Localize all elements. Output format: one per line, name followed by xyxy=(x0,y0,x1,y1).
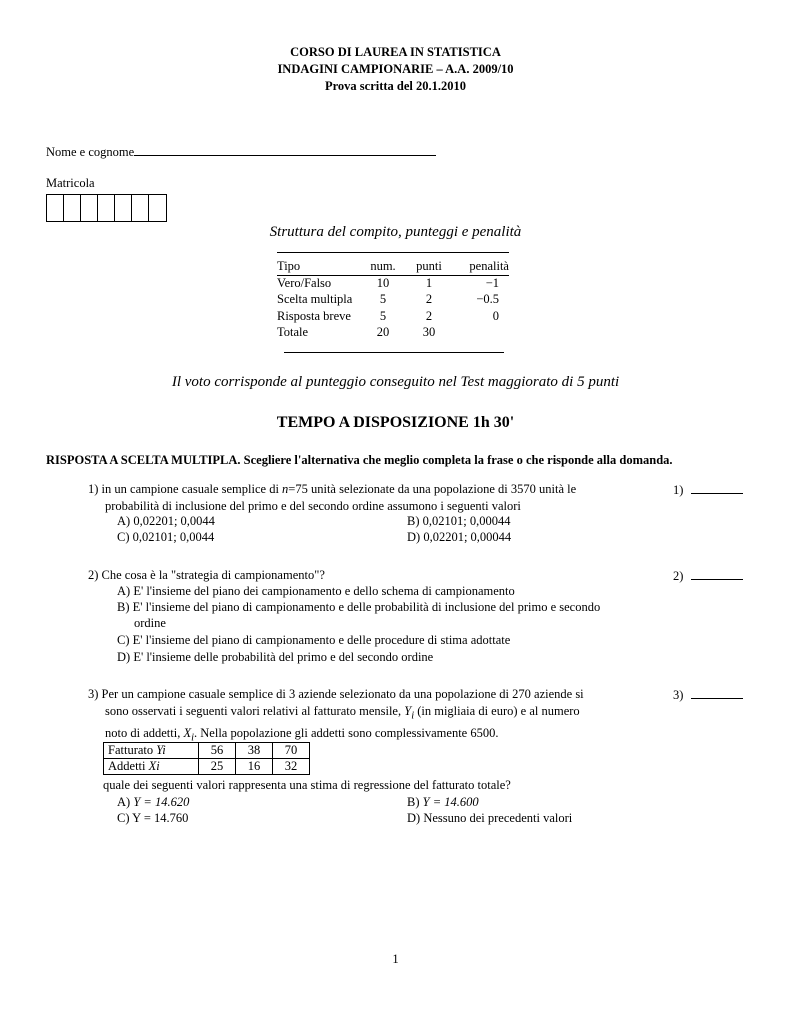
variable-sub: i xyxy=(191,732,195,743)
option-a[interactable]: A) Y = 14.620 xyxy=(117,795,190,809)
option-b-continued: ordine xyxy=(134,616,166,630)
question-2 xyxy=(88,567,658,584)
question-text: (in migliaia di euro) e al numero xyxy=(414,703,580,718)
table-row xyxy=(277,276,509,293)
option-a[interactable]: A) E' l'insieme del piano dei campionamento e dello schema di campionamento xyxy=(117,584,515,598)
header-penalita: penalità xyxy=(455,259,509,276)
structure-title: Struttura del compito, punteggi e penalità xyxy=(269,224,522,240)
time-allowed: TEMPO A DISPOSIZIONE 1h 30' xyxy=(276,414,515,431)
cell-num: 5 xyxy=(379,308,387,323)
question-number: 2) xyxy=(88,568,99,582)
question-text: =75 unità selezionate da una popolazione di 3570 unità le xyxy=(288,482,577,496)
question-text: noto di addetti, xyxy=(105,725,184,740)
answer-slot-1[interactable] xyxy=(673,481,743,498)
matricola-box[interactable] xyxy=(98,195,115,221)
table-row xyxy=(277,309,509,326)
answer-line[interactable] xyxy=(691,567,743,580)
subject-title: INDAGINI CAMPIONARIE – A.A. 2009/10 xyxy=(277,62,514,76)
option-d[interactable]: D) Nessuno dei precedenti valori xyxy=(407,811,573,825)
question-text: Per un campione casuale semplice di 3 aziende selezionato da una popolazione di 270 aziende si xyxy=(101,687,584,701)
question-text: in un campione casuale semplice di xyxy=(101,482,283,496)
table-cell: 16 xyxy=(236,759,273,775)
sample-data-table xyxy=(103,742,310,775)
cell-tipo: Vero/Falso xyxy=(277,275,332,290)
question-3-followup: quale dei seguenti valori rappresenta una stima di regressione del fatturato totale? xyxy=(103,778,511,792)
question-text: sono osservati i seguenti valori relativi al fatturato mensile, xyxy=(105,703,405,718)
cell-tipo: Totale xyxy=(277,325,309,339)
option-b[interactable]: B) E' l'insieme del piano di campionamento e delle probabilità di inclusione del primo e secondo xyxy=(117,600,601,614)
cell-penalita: −0.5 xyxy=(476,292,499,306)
option-b[interactable]: B) Y = 14.600 xyxy=(407,795,479,809)
table-row xyxy=(277,325,509,342)
answer-line[interactable] xyxy=(691,686,743,699)
option-c[interactable]: C) E' l'insieme del piano di campionamento e delle procedure di stima adottate xyxy=(117,633,511,647)
matricola-box[interactable] xyxy=(47,195,64,221)
table-cell: 25 xyxy=(199,759,236,775)
row-label: Addetti Xi xyxy=(104,759,199,775)
option-d[interactable]: D) 0,02201; 0,00044 xyxy=(407,530,512,544)
table-row xyxy=(104,743,310,759)
page-number: 1 xyxy=(392,952,399,966)
variable-y: Y xyxy=(404,703,412,718)
option-c[interactable]: C) 0,02101; 0,0044 xyxy=(117,530,215,544)
cell-punti: 1 xyxy=(425,275,433,290)
exam-header xyxy=(0,44,791,95)
question-1 xyxy=(88,481,658,514)
exam-date: Prova scritta del 20.1.2010 xyxy=(324,79,467,93)
answer-line[interactable] xyxy=(691,481,743,494)
table-bottom-rule xyxy=(284,352,504,353)
table-cell: 56 xyxy=(199,743,236,759)
course-title: CORSO DI LAUREA IN STATISTICA xyxy=(290,45,501,59)
answer-label: 3) xyxy=(673,688,684,702)
question-text: Che cosa è la "strategia di campionamento"? xyxy=(101,568,325,582)
matricola-box[interactable] xyxy=(115,195,132,221)
header-punti: punti xyxy=(403,259,455,276)
option-a[interactable]: A) 0,02201; 0,0044 xyxy=(117,514,215,528)
matricola-boxes[interactable] xyxy=(46,194,167,222)
question-number: 3) xyxy=(88,687,99,701)
matricola-box[interactable] xyxy=(149,195,166,221)
cell-num: 10 xyxy=(376,275,390,290)
table-cell: 38 xyxy=(236,743,273,759)
matricola-box[interactable] xyxy=(132,195,149,221)
cell-num: 20 xyxy=(376,325,390,339)
option-d[interactable]: D) E' l'insieme delle probabilità del primo e del secondo ordine xyxy=(117,650,434,664)
matricola-box[interactable] xyxy=(64,195,81,221)
matricola-label: Matricola xyxy=(46,176,95,190)
cell-penalita xyxy=(455,325,509,342)
question-var-n: n xyxy=(282,482,289,496)
cell-penalita: 0 xyxy=(492,308,499,323)
header-tipo: Tipo xyxy=(277,259,363,276)
score-table xyxy=(277,252,509,342)
question-number: 1) xyxy=(88,482,99,496)
cell-penalita: −1 xyxy=(485,275,499,290)
cell-punti: 2 xyxy=(425,292,433,306)
question-text: . Nella popolazione gli addetti sono complessivamente 6500. xyxy=(194,725,499,740)
table-row xyxy=(277,292,509,309)
name-label: Nome e cognome xyxy=(46,145,135,159)
table-cell: 70 xyxy=(273,743,310,759)
answer-slot-3[interactable] xyxy=(673,686,743,703)
answer-label: 2) xyxy=(673,569,684,583)
option-b[interactable]: B) 0,02101; 0,00044 xyxy=(407,514,511,528)
cell-punti: 30 xyxy=(422,325,436,339)
table-row xyxy=(104,759,310,775)
answer-label: 1) xyxy=(673,483,684,497)
table-cell: 32 xyxy=(273,759,310,775)
option-c[interactable]: C) Y = 14.760 xyxy=(117,811,189,825)
answer-slot-2[interactable] xyxy=(673,567,743,584)
cell-tipo: Risposta breve xyxy=(277,308,351,323)
name-field-row xyxy=(46,143,436,160)
header-num: num. xyxy=(363,259,403,276)
question-text: probabilità di inclusione del primo e del secondo ordine assumono i seguenti valori xyxy=(105,498,521,513)
row-label: Fatturato Yi xyxy=(104,743,199,759)
cell-num: 5 xyxy=(379,292,387,306)
score-table-header xyxy=(277,259,509,276)
name-input-line[interactable] xyxy=(134,143,436,156)
question-3 xyxy=(88,686,658,747)
variable-x: X xyxy=(183,725,192,740)
variable-sub: i xyxy=(411,710,415,721)
matricola-box[interactable] xyxy=(81,195,98,221)
cell-tipo: Scelta multipla xyxy=(277,292,353,306)
voto-note: Il voto corrisponde al punteggio conseguito nel Test maggiorato di 5 punti xyxy=(171,374,620,390)
section-title: RISPOSTA A SCELTA MULTIPLA. Scegliere l'alternativa che meglio completa la frase o che risponde alla domanda. xyxy=(46,453,673,467)
cell-punti: 2 xyxy=(425,308,433,323)
